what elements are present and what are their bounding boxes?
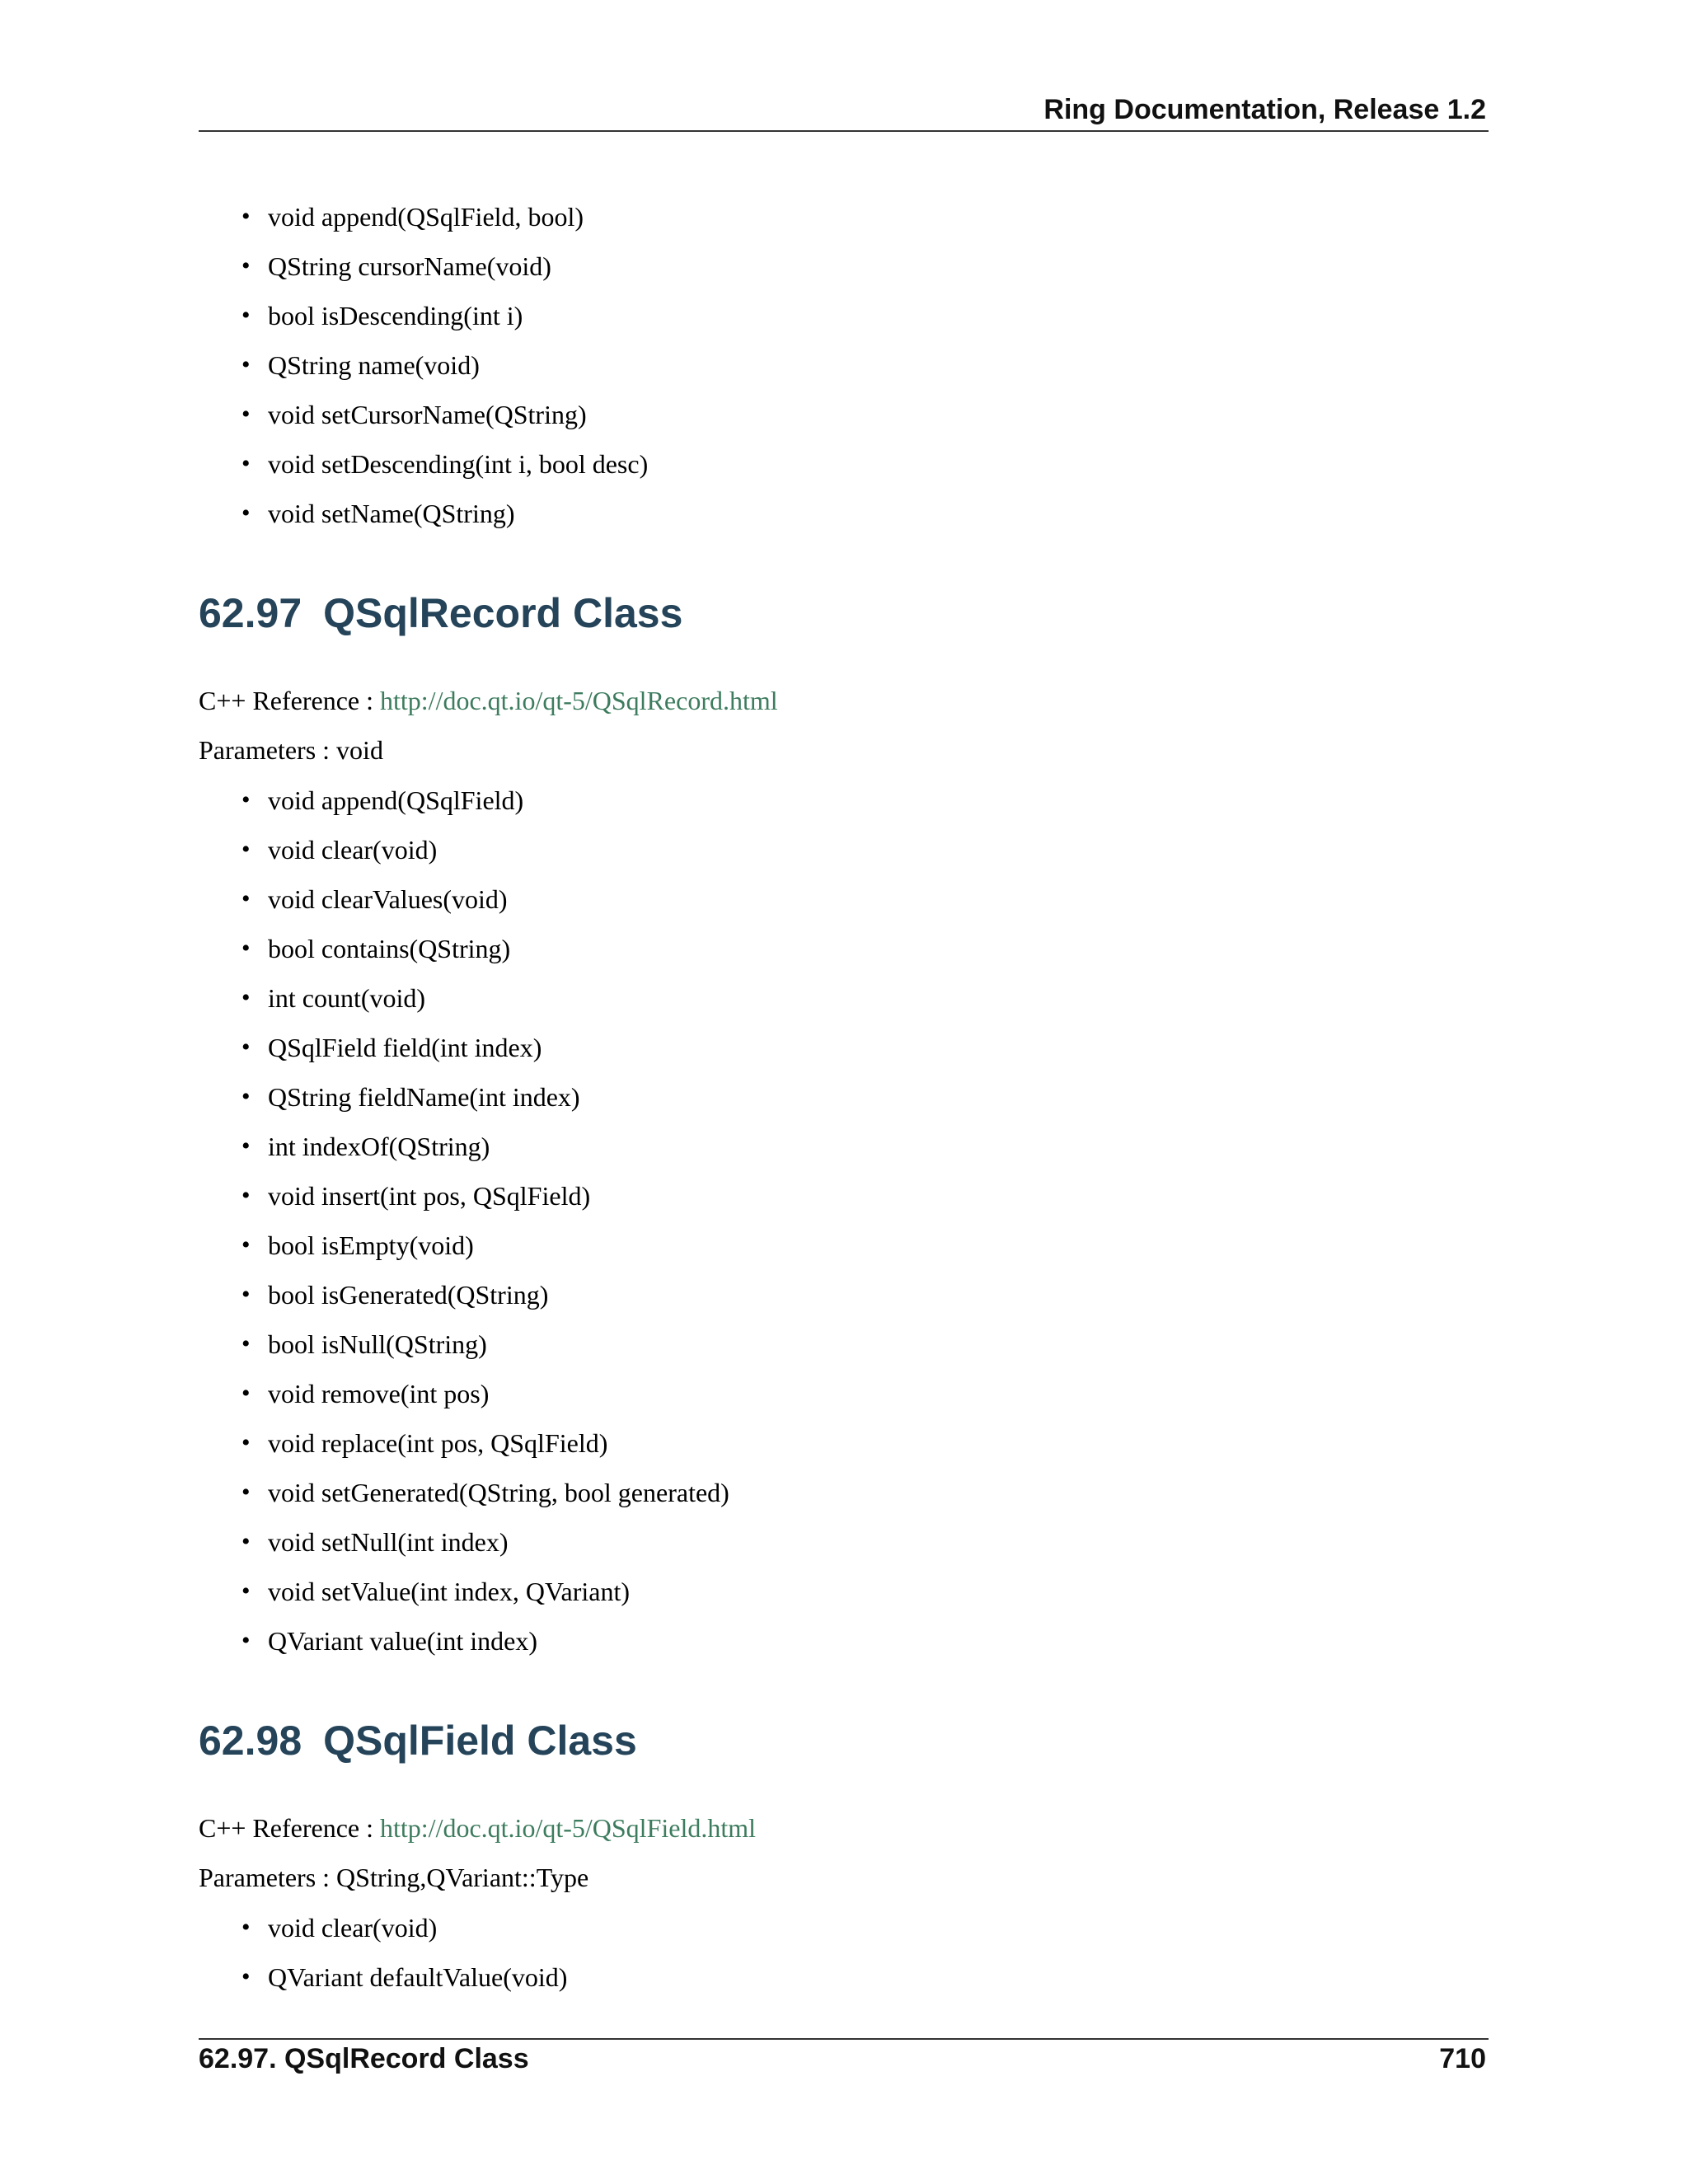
reference-link-qsqlrecord[interactable]: http://doc.qt.io/qt-5/QSqlRecord.html xyxy=(380,686,778,715)
section-title: QSqlField Class xyxy=(323,1718,637,1764)
method-item: • int indexOf(QString) xyxy=(199,1122,729,1171)
cpp-reference-line xyxy=(199,684,778,717)
method-item: • void insert(int pos, QSqlField) xyxy=(199,1171,729,1221)
cpp-reference-line xyxy=(199,1811,756,1844)
method-item: • void append(QSqlField, bool) xyxy=(199,192,648,241)
footer-rule xyxy=(199,2038,1489,2040)
method-item: • void setNull(int index) xyxy=(199,1517,729,1567)
header-rule xyxy=(199,130,1489,132)
method-item: • QVariant value(int index) xyxy=(199,1616,729,1666)
footer-section-title: 62.97. QSqlRecord Class xyxy=(199,2043,529,2074)
method-item: • bool isNull(QString) xyxy=(199,1319,729,1369)
reference-label: C++ Reference : xyxy=(199,1813,373,1843)
method-item: • void remove(int pos) xyxy=(199,1369,729,1418)
parameters-label: Parameters : xyxy=(199,1863,331,1892)
method-list-qsqlfield xyxy=(199,1903,567,2002)
method-item: • bool isDescending(int i) xyxy=(199,291,648,340)
method-item: • QSqlField field(int index) xyxy=(199,1023,729,1072)
reference-link-qsqlfield[interactable]: http://doc.qt.io/qt-5/QSqlField.html xyxy=(380,1813,757,1843)
method-item: • QString name(void) xyxy=(199,340,648,390)
method-item: • void setName(QString) xyxy=(199,489,648,538)
parameters-line xyxy=(199,733,383,766)
method-item: • void setCursorName(QString) xyxy=(199,390,648,439)
section-heading-qsqlrecord[interactable] xyxy=(199,589,682,637)
method-item: • bool isEmpty(void) xyxy=(199,1221,729,1270)
method-item: • void append(QSqlField) xyxy=(199,776,729,825)
method-item: • void replace(int pos, QSqlField) xyxy=(199,1418,729,1468)
method-item: • void setDescending(int i, bool desc) xyxy=(199,439,648,489)
method-list-continued xyxy=(199,192,648,538)
method-item: • QVariant defaultValue(void) xyxy=(199,1952,567,2002)
section-number: 62.98 xyxy=(199,1718,302,1764)
method-item: • void clearValues(void) xyxy=(199,874,729,924)
running-header: Ring Documentation, Release 1.2 xyxy=(1043,94,1486,125)
method-item: • QString fieldName(int index) xyxy=(199,1072,729,1122)
parameters-line xyxy=(199,1861,588,1894)
method-item: • QString cursorName(void) xyxy=(199,241,648,291)
section-heading-qsqlfield[interactable] xyxy=(199,1717,637,1765)
parameters-value: void xyxy=(336,735,383,765)
page-number: 710 xyxy=(1439,2043,1486,2074)
method-list-qsqlrecord xyxy=(199,776,729,1666)
method-item: • void setGenerated(QString, bool generated) xyxy=(199,1468,729,1517)
method-item: • int count(void) xyxy=(199,973,729,1023)
section-number: 62.97 xyxy=(199,590,302,636)
method-item: • void setValue(int index, QVariant) xyxy=(199,1567,729,1616)
method-item: • void clear(void) xyxy=(199,825,729,874)
parameters-value: QString,QVariant::Type xyxy=(336,1863,589,1892)
section-title: QSqlRecord Class xyxy=(323,590,683,636)
method-item: • void clear(void) xyxy=(199,1903,567,1952)
parameters-label: Parameters : xyxy=(199,735,331,765)
reference-label: C++ Reference : xyxy=(199,686,373,715)
method-item: • bool isGenerated(QString) xyxy=(199,1270,729,1319)
method-item: • bool contains(QString) xyxy=(199,924,729,973)
